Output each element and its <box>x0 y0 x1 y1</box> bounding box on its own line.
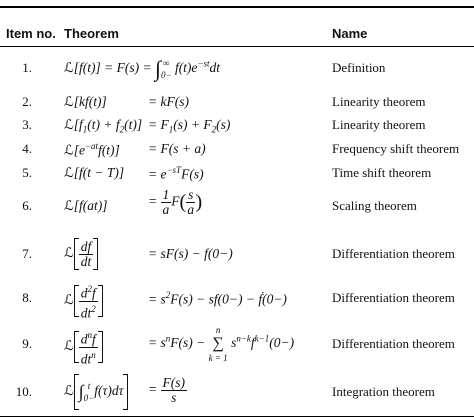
theorem-formula: ℒ $\frac{d^2f}{dt^2}$ <box>64 282 103 320</box>
theorem-formula: $ℒ[f_1(t) + f_2(t)]$ <box>64 117 143 135</box>
header-item-no: Item no. <box>6 26 56 41</box>
theorem-formula: ℒ $\frac{d^nf}{dt^n}$ <box>64 328 103 366</box>
table-row <box>0 94 474 114</box>
theorem-result: = kF(s) <box>148 94 189 109</box>
theorem-result: = $s^nF(s)$ − n ∑ k = 1 $s^{n-k}f^{k-1}(0-)$ <box>148 325 295 363</box>
theorem-result: = $\frac{1}{a}$ F( $\frac{s}{a}$ ) <box>148 187 203 217</box>
item-number: 4. <box>22 141 32 156</box>
theorem-name: Frequency shift theorem <box>332 141 460 156</box>
theorem-result: = sF(s) − f(0−) <box>148 246 233 261</box>
theorem-name: Scaling theorem <box>332 198 417 213</box>
theorem-formula: ℒ[f(at)] <box>64 198 108 213</box>
item-number: 9. <box>22 336 32 351</box>
theorem-result: = $\frac{F(s)}{s}$ <box>148 375 185 405</box>
table-row <box>0 236 474 272</box>
theorem-result: = $e^{-sT}F(s)$ <box>148 165 204 182</box>
theorem-result: = $s^2F(s) - sf(0-)$ − ḟ(0−) <box>148 290 287 307</box>
theorem-formula: ℒ[f(t − T)] <box>64 165 125 180</box>
item-number: 3. <box>22 117 32 132</box>
theorem-name: Integration theorem <box>332 384 435 399</box>
theorem-name: Differentiation theorem <box>332 336 455 351</box>
theorem-formula: ℒ ∫ t 0− f(τ)dτ <box>64 374 128 410</box>
table-row <box>0 186 474 226</box>
header-rule <box>0 46 474 47</box>
theorem-formula: ℒ[f(t)] = F(s) = ∫ ∞ 0− $f(t)e^{-st}dt$ <box>64 56 221 81</box>
item-number: 6. <box>22 198 32 213</box>
theorem-name: Time shift theorem <box>332 165 432 180</box>
item-number: 10. <box>15 384 32 399</box>
table-row <box>0 141 474 161</box>
top-rule <box>0 6 474 8</box>
table-row <box>0 372 474 412</box>
theorem-name: Linearity theorem <box>332 117 426 132</box>
theorem-name: Linearity theorem <box>332 94 426 109</box>
item-number: 5. <box>22 165 32 180</box>
theorem-formula: ℒ $\frac{df}{dt}$ <box>64 238 98 270</box>
table-row <box>0 280 474 320</box>
theorem-formula: ℒ[kf(t)] <box>64 94 107 109</box>
item-number: 2. <box>22 94 32 109</box>
header-theorem: Theorem <box>64 26 119 41</box>
table-row <box>0 117 474 137</box>
item-number: 8. <box>22 290 32 305</box>
item-number: 7. <box>22 246 32 261</box>
table-row <box>0 165 474 185</box>
bottom-rule <box>0 416 474 417</box>
item-number: 1. <box>22 60 32 75</box>
theorem-result: = $F_1(s) + F_2(s)$ <box>148 117 231 135</box>
table-row <box>0 50 474 86</box>
theorem-result: = F(s + a) <box>148 141 206 156</box>
theorem-name: Differentiation theorem <box>332 290 455 305</box>
theorem-formula: $ℒ[e^{-at}f(t)]$ <box>64 141 120 158</box>
table-row <box>0 324 474 364</box>
theorem-name: Differentiation theorem <box>332 246 455 261</box>
theorem-name: Definition <box>332 60 386 75</box>
header-name: Name <box>332 26 368 41</box>
